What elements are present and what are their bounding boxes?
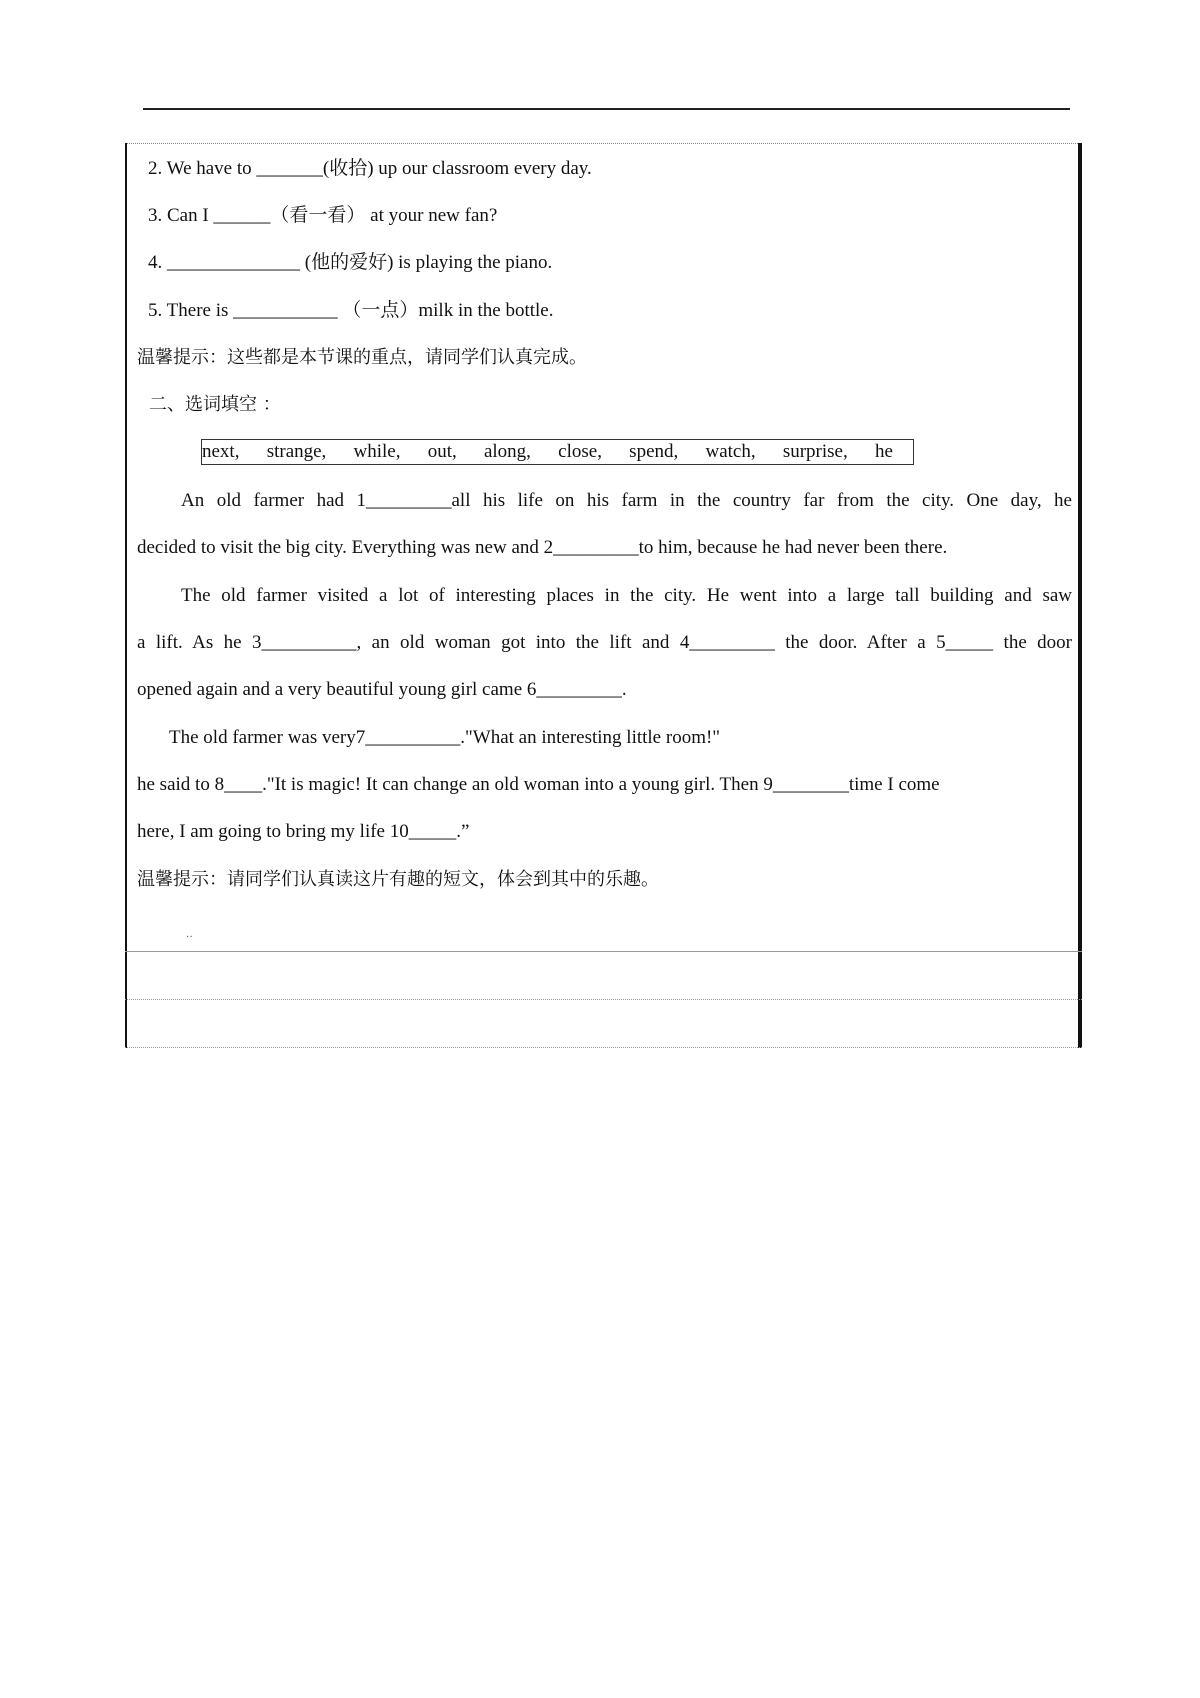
word-bank-item: along, xyxy=(483,441,531,462)
word-bank-item: watch, xyxy=(705,441,756,462)
exercise1-item-3: 3. Can I ______（看一看） at your new fan? xyxy=(148,205,498,226)
word-bank-item: close, xyxy=(558,441,602,462)
table-row-divider xyxy=(125,999,1082,1000)
word-bank-item: he xyxy=(874,441,893,462)
passage-line: The old farmer was very7__________."What an interesting little room!" xyxy=(169,727,721,748)
word-bank-item: spend, xyxy=(629,441,679,462)
table-row-divider xyxy=(125,951,1082,952)
word-bank-item: while, xyxy=(353,441,401,462)
exercise1-item-4: 4. ______________ (他的爱好) is playing the piano. xyxy=(148,252,553,273)
passage-line: a lift. As he 3__________, an old woman got into the lift and 4_________ the door. After a 5_____ the door xyxy=(137,632,1072,653)
word-bank-item: surprise, xyxy=(782,441,848,462)
table-bottom-border xyxy=(125,1047,1082,1048)
passage-line: The old farmer visited a lot of interesting places in the city. He went into a large tall building and saw xyxy=(181,585,1072,606)
passage-line: here, I am going to bring my life 10_____.” xyxy=(137,821,470,842)
table-top-border xyxy=(125,143,1082,144)
exercise2-tip: 温馨提示：请同学们认真读这片有趣的短文，体会到其中的乐趣。 xyxy=(137,869,659,890)
table-right-border xyxy=(1078,143,1082,1048)
word-bank xyxy=(201,439,914,465)
table-left-border xyxy=(125,143,127,1048)
stray-mark: ·· xyxy=(186,932,193,943)
word-bank-item: out, xyxy=(427,441,457,462)
passage-line: An old farmer had 1_________all his life on his farm in the country far from the city. One day, he xyxy=(181,490,1072,511)
header-rule xyxy=(143,108,1070,110)
exercise1-item-2: 2. We have to _______(收拾) up our classroom every day. xyxy=(148,158,592,179)
passage-line: he said to 8____."It is magic! It can change an old woman into a young girl. Then 9________time I come xyxy=(137,774,940,795)
word-bank-item: next, xyxy=(202,441,240,462)
passage-line: opened again and a very beautiful young girl came 6_________. xyxy=(137,679,627,700)
exercise1-tip: 温馨提示：这些都是本节课的重点，请同学们认真完成。 xyxy=(137,347,587,368)
passage-line: decided to visit the big city. Everything was new and 2_________to him, because he had never been there. xyxy=(137,537,948,558)
exercise2-heading: 二、选词填空 ： xyxy=(149,394,281,415)
exercise1-item-5: 5. There is ___________ （一点）milk in the bottle. xyxy=(148,300,554,321)
word-bank-item: strange, xyxy=(266,441,327,462)
